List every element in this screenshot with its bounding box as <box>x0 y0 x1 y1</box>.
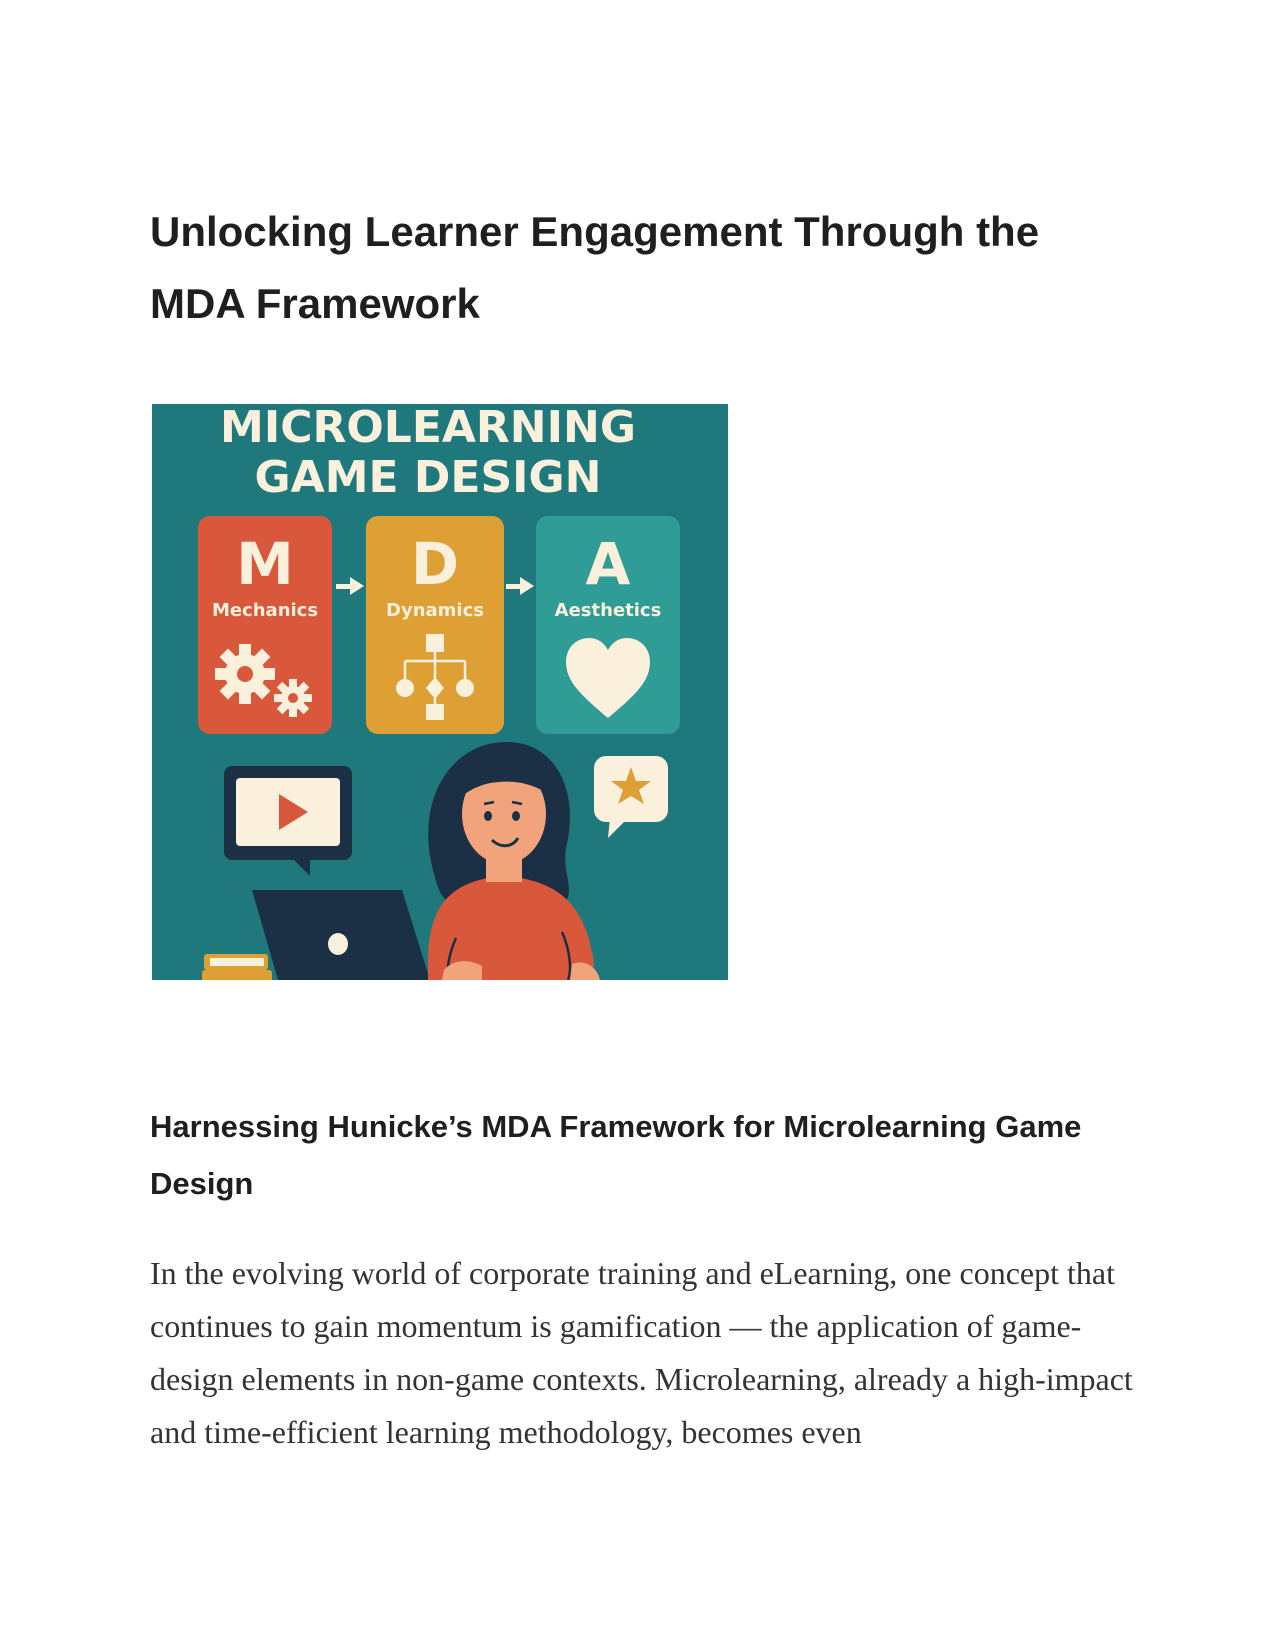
mechanics-label: Mechanics <box>211 600 319 621</box>
section-heading: Harnessing Hunicke’s MDA Framework for Microlearning Game Design <box>150 1109 1082 1201</box>
illustration-heading-line1: MICROLEARNING <box>220 404 636 453</box>
mechanics-card <box>198 516 332 734</box>
illustration-heading-line2: GAME DESIGN <box>254 452 602 503</box>
aesthetics-label: Aesthetics <box>554 600 662 621</box>
laptop-icon <box>252 890 430 980</box>
aesthetics-letter: A <box>585 530 631 598</box>
body-paragraph: In the evolving world of corporate training and eLearning, one concept that continues to gain momentum is gamification — the application of game-design elements in non-game contexts. Microlearning, already a high-impact and time-efficient learning methodology, becomes even <box>150 1255 1133 1450</box>
dynamics-label: Dynamics <box>386 600 484 621</box>
mechanics-letter: M <box>236 530 294 598</box>
dynamics-card <box>366 516 504 734</box>
books-icon <box>202 954 272 980</box>
mda-illustration <box>152 404 728 980</box>
video-player-icon <box>224 766 352 876</box>
aesthetics-card <box>536 516 680 734</box>
page-title: Unlocking Learner Engagement Through the MDA Framework <box>150 208 1040 327</box>
dynamics-letter: D <box>410 530 460 598</box>
